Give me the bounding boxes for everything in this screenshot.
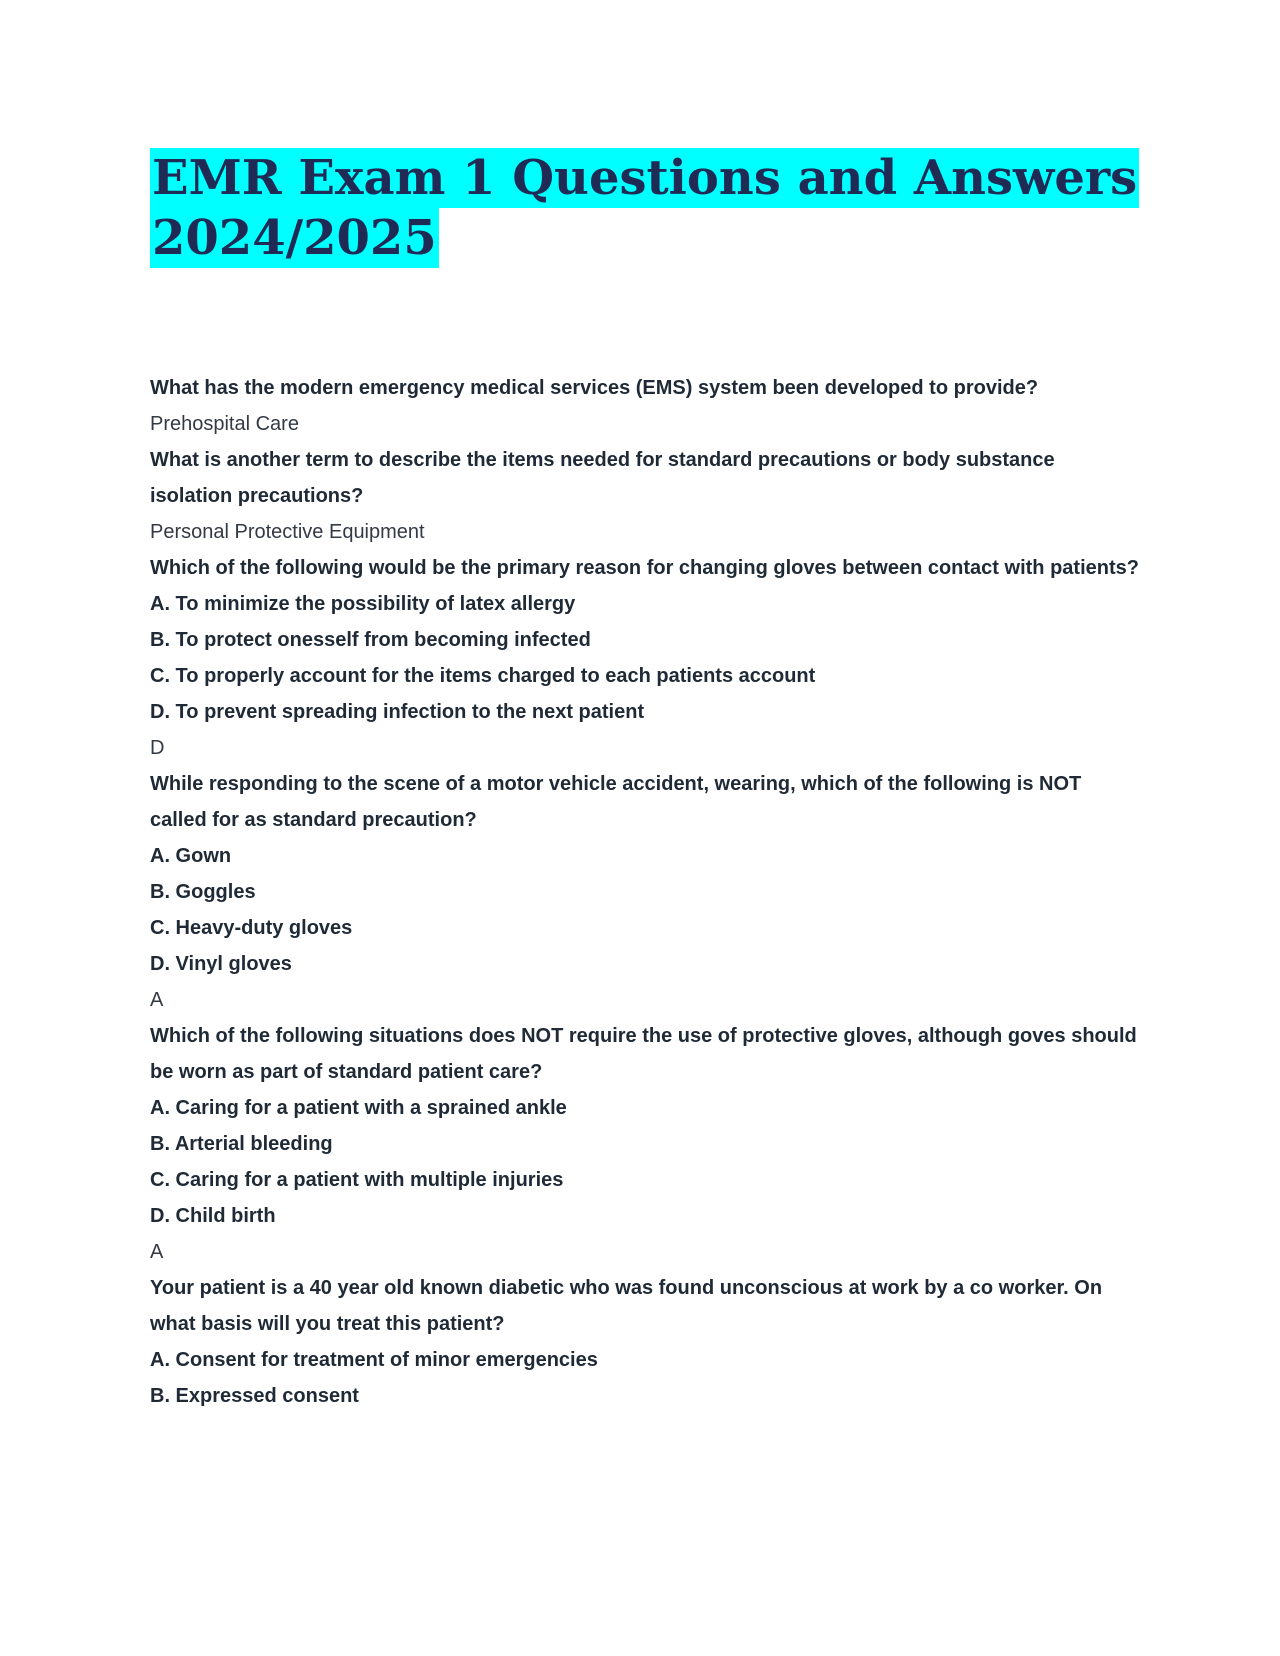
option-text: D. Child birth [150,1205,276,1227]
option-text: B. Goggles [150,881,256,903]
option-text: B. Expressed consent [150,1385,359,1407]
option-text: D. Vinyl gloves [150,953,292,975]
option-text: A. Caring for a patient with a sprained ankle [150,1097,567,1119]
option-text: D. To prevent spreading infection to the next patient [150,701,645,723]
question-text: What has the modern emergency medical services (EMS) system been developed to provide? [150,377,1039,399]
answer-text: Personal Protective Equipment [150,521,425,543]
answer-text: Prehospital Care [150,413,299,435]
qa-list [150,370,1140,1414]
question-text: Your patient is a 40 year old known diabetic who was found unconscious at work by a co worker. On what basis will you treat this patient? [150,1277,1103,1335]
option-text: A. Consent for treatment of minor emergencies [150,1349,598,1371]
question-text: While responding to the scene of a motor vehicle accident, wearing, which of the following is NOT called for as standard precaution? [150,773,1082,831]
title-line-1: EMR Exam 1 Questions and Answers [152,150,1138,206]
option-text: B. Arterial bleeding [150,1133,333,1155]
option-text: B. To protect onesself from becoming infected [150,629,591,651]
title-line-2: 2024/2025 [152,210,437,266]
answer-text: D [150,737,165,759]
option-text: C. Heavy-duty gloves [150,917,353,939]
question-text: Which of the following would be the primary reason for changing gloves between contact with patients? [150,557,1139,579]
option-text: C. Caring for a patient with multiple injuries [150,1169,564,1191]
option-text: A. Gown [150,845,232,867]
answer-text: A [150,1241,164,1263]
option-text: C. To properly account for the items charged to each patients account [150,665,816,687]
document-title [150,148,1150,268]
answer-text: A [150,989,164,1011]
option-text: A. To minimize the possibility of latex allergy [150,593,576,615]
question-text: Which of the following situations does NOT require the use of protective gloves, although goves should be worn as part of standard patient care? [150,1025,1137,1083]
question-text: What is another term to describe the items needed for standard precautions or body substance isolation precautions? [150,449,1055,507]
